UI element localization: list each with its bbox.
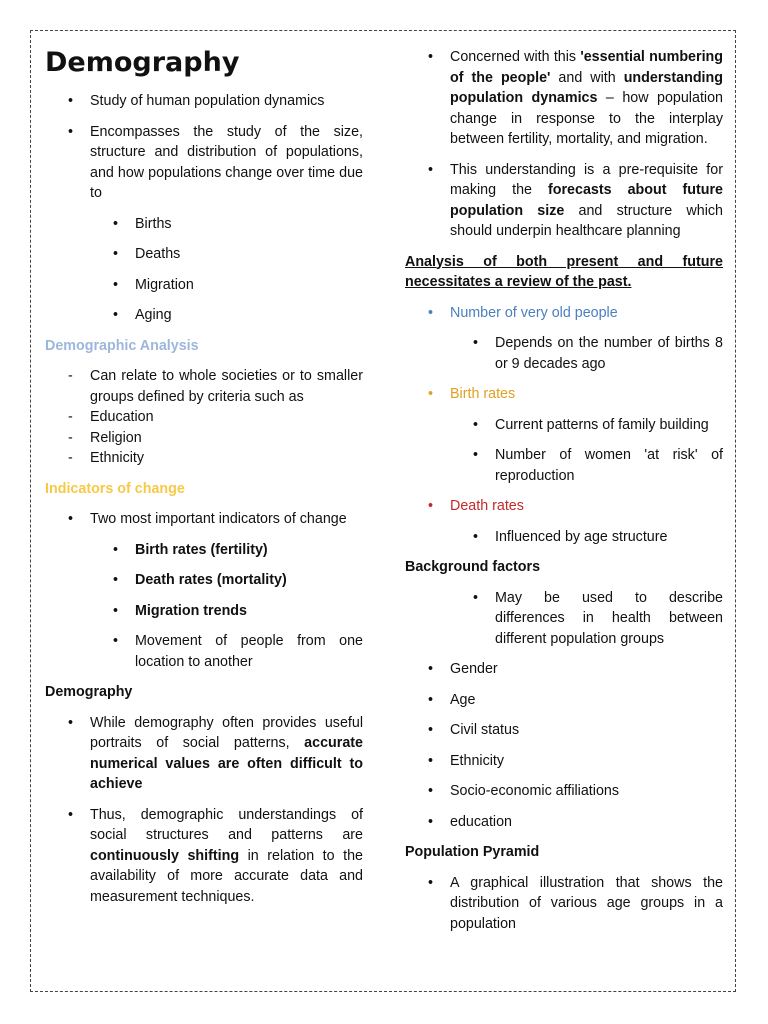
indicators-heading: Indicators of change: [45, 480, 185, 497]
list-item: - Education: [45, 407, 363, 428]
list-item: • Aging: [45, 305, 363, 326]
list-item: • Movement of people from one location to another: [45, 631, 363, 672]
analysis-list: [45, 366, 363, 469]
list-item: - Can relate to whole societies or to smaller groups defined by criteria such as: [45, 366, 363, 407]
list-item: • May be used to describe differences in health between different population groups: [405, 588, 723, 650]
list-item: • Gender: [405, 659, 723, 680]
indicators-list: [45, 509, 363, 672]
text-run: Concerned with this: [450, 49, 581, 65]
list-item: [405, 47, 723, 150]
list-item: • Death rates: [405, 496, 723, 517]
left-column: [45, 47, 363, 917]
list-item: [45, 570, 363, 591]
right-column: [405, 47, 723, 944]
text-run: and with: [550, 69, 624, 86]
indicator-label: Death rates (mortality): [135, 572, 287, 588]
text-run-bold: 'essential numbering of the people': [450, 49, 724, 86]
list-item: [45, 805, 363, 908]
analysis-review-heading: Analysis of both present and future necessitates a review of the past.: [405, 253, 723, 290]
list-item: • Influenced by age structure: [405, 527, 723, 548]
page-title: Demography: [45, 47, 240, 78]
list-item: • Two most important indicators of change: [45, 509, 363, 530]
list-item: • Migration: [45, 275, 363, 296]
list-item: [405, 160, 723, 242]
text-run-bold: accurate numerical values are often difficult to achieve: [90, 735, 363, 792]
list-item: • Current patterns of family building: [405, 415, 723, 436]
text-run-bold: forecasts about future population size: [450, 182, 723, 219]
list-item: [45, 713, 363, 795]
page-frame: [30, 30, 736, 992]
intro-list: [45, 91, 363, 326]
background-factors-heading: Background factors: [405, 559, 541, 575]
factors-detail-list: [405, 303, 723, 548]
list-item: • Deaths: [45, 244, 363, 265]
demography-list: [45, 713, 363, 908]
list-item: • Births: [45, 214, 363, 235]
list-item: • Socio-economic affiliations: [405, 781, 723, 802]
list-item: • Depends on the number of births 8 or 9 decades ago: [405, 333, 723, 374]
list-item: • Number of very old people: [405, 303, 723, 324]
list-item: • Civil status: [405, 720, 723, 741]
text-run-bold: understanding population dynamics: [450, 69, 723, 106]
list-item: - Religion: [45, 428, 363, 449]
population-pyramid-heading: Population Pyramid: [405, 844, 540, 860]
indicator-label: Migration trends: [135, 602, 247, 619]
list-item: • Ethnicity: [405, 751, 723, 772]
list-item: • Age: [405, 690, 723, 711]
text-run: – how population change in response to the interplay between fertility, mortality, and migration.: [450, 90, 723, 147]
list-item: [45, 540, 363, 561]
list-item: • Number of women 'at risk' of reproduction: [405, 445, 723, 486]
list-item: • Birth rates: [405, 384, 723, 405]
list-item: [45, 601, 363, 622]
list-item: • Encompasses the study of the size, structure and distribution of populations, and how populations change over time due to: [45, 122, 363, 204]
text-run: in relation to the availability of more accurate data and measurement techniques.: [90, 847, 363, 905]
list-item: • Study of human population dynamics: [45, 91, 363, 112]
indicator-label: Birth rates (fertility): [135, 541, 268, 558]
text-run: and structure which should underpin healthcare planning: [450, 202, 723, 239]
demographic-analysis-heading: Demographic Analysis: [45, 337, 199, 354]
concern-list: [405, 47, 723, 242]
list-item: - Ethnicity: [45, 448, 363, 469]
demography-heading: Demography: [45, 684, 133, 700]
text-run: Thus, demographic understandings of social structures and patterns are: [90, 806, 363, 843]
list-item: • A graphical illustration that shows the distribution of various age groups in a population: [405, 873, 723, 935]
text-run-bold: continuously shifting: [90, 847, 240, 864]
pyramid-list: [405, 873, 723, 935]
text-run: While demography often provides useful portraits of social patterns,: [90, 714, 363, 751]
text-run: This understanding is a pre-requisite for making the: [450, 161, 723, 198]
list-item: • education: [405, 812, 723, 833]
background-list: [405, 588, 723, 833]
